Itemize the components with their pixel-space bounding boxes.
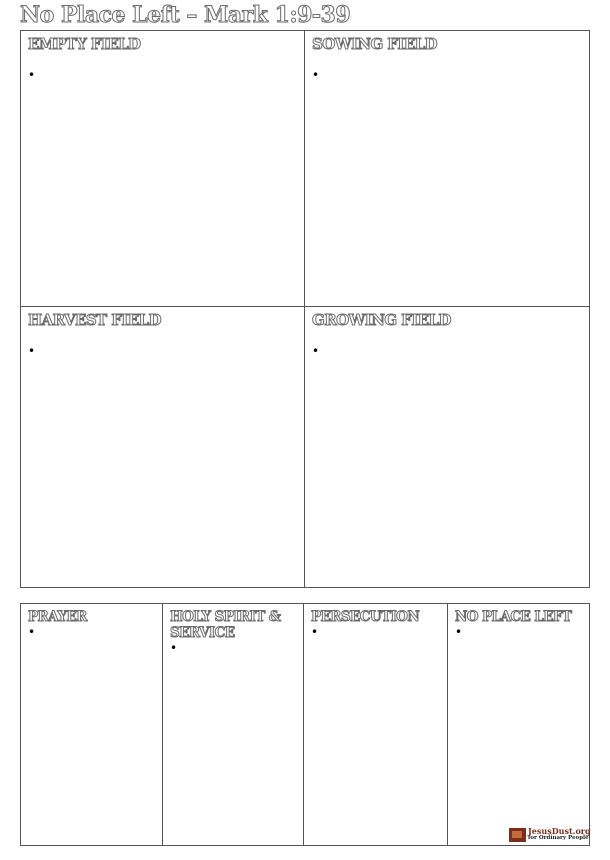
persecution-bullet: • <box>311 625 319 639</box>
growing-field-box[interactable] <box>305 307 590 587</box>
prayer-heading: PRAYER <box>28 609 87 625</box>
no-place-left-heading: NO PLACE LEFT <box>455 609 572 625</box>
harvest-field-box[interactable] <box>21 307 304 587</box>
empty-field-bullet: • <box>28 68 36 82</box>
holy-spirit-service-heading: HOLY SPIRIT & SERVICE <box>170 609 281 641</box>
jesusdust-logo-tagline: for Ordinary People <box>528 835 589 841</box>
holy-spirit-service-bullet: • <box>170 641 178 655</box>
no-place-left-bullet: • <box>455 625 463 639</box>
growing-field-heading: GROWING FIELD <box>312 311 451 329</box>
no-place-left-box[interactable] <box>448 604 589 845</box>
four-fields-grid <box>20 30 590 588</box>
sowing-field-box[interactable] <box>305 31 590 306</box>
harvest-field-heading: HARVEST FIELD <box>28 311 161 329</box>
sowing-field-heading: SOWING FIELD <box>312 35 437 53</box>
empty-field-box[interactable] <box>21 31 304 306</box>
jesusdust-logo[interactable] <box>509 826 589 844</box>
harvest-field-bullet: • <box>28 344 36 358</box>
persecution-box[interactable] <box>304 604 447 845</box>
prayer-box[interactable] <box>21 604 162 845</box>
jesusdust-logo-name: JesusDust.org <box>528 826 591 836</box>
growing-field-bullet: • <box>312 344 320 358</box>
prayer-bullet: • <box>28 625 36 639</box>
holy-spirit-service-box[interactable] <box>163 604 303 845</box>
bottom-categories-grid <box>20 603 590 846</box>
persecution-heading: PERSECUTION <box>311 609 420 625</box>
jesusdust-logo-mark <box>509 828 526 842</box>
empty-field-heading: EMPTY FIELD <box>28 35 141 53</box>
sowing-field-bullet: • <box>312 68 320 82</box>
page-title: No Place Left – Mark 1:9-39 <box>20 2 351 28</box>
